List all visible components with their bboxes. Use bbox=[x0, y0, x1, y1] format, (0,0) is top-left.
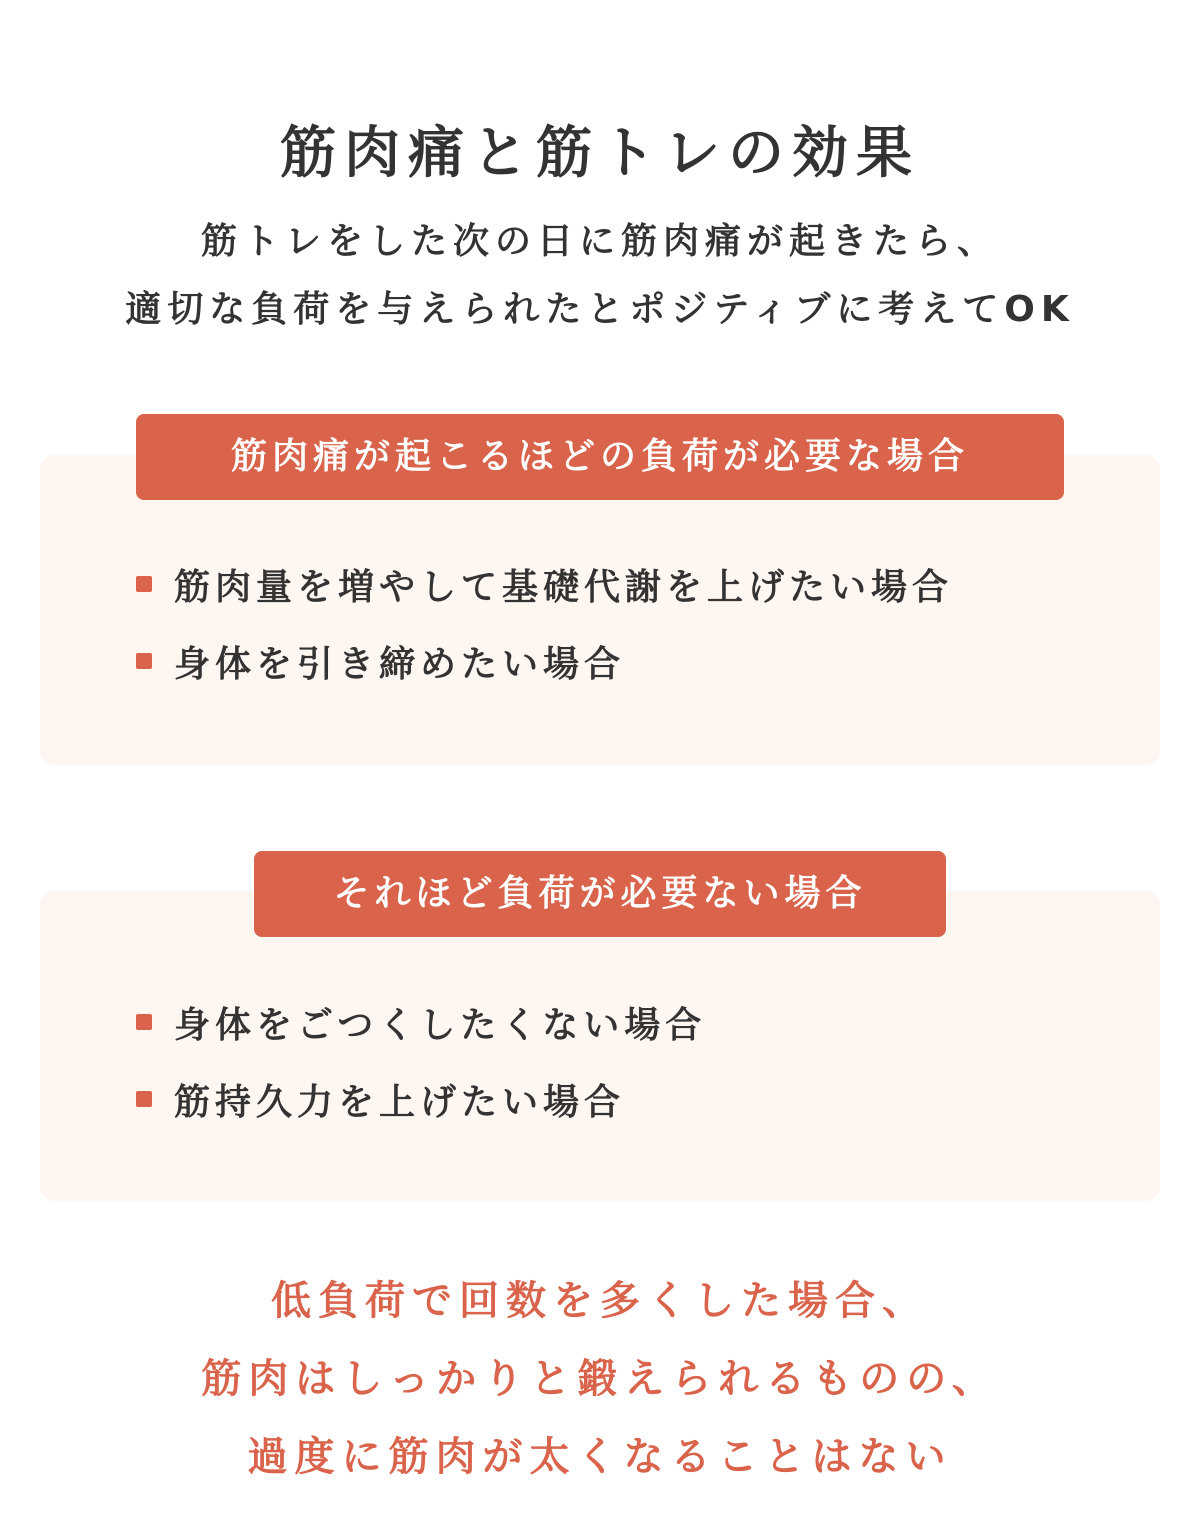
lead-text bbox=[0, 208, 1200, 344]
square-bullet-icon bbox=[136, 653, 152, 669]
section-heading-heavy-load: 筋肉痛が起こるほどの負荷が必要な場合 bbox=[136, 414, 1064, 500]
list-item bbox=[136, 559, 953, 609]
section-card-heavy-load bbox=[40, 455, 1160, 765]
square-bullet-icon bbox=[136, 1091, 152, 1107]
list-item-label: 身体をごつくしたくない場合 bbox=[174, 1004, 707, 1046]
closing-line-3: 過度に筋肉が太くなることはない bbox=[247, 1434, 953, 1480]
list-item bbox=[136, 636, 625, 686]
lead-line-2: 適切な負荷を与えられたとポジティブに考えてOK bbox=[125, 289, 1075, 330]
closing-line-2: 筋肉はしっかりと鍛えられるものの、 bbox=[201, 1356, 999, 1402]
square-bullet-icon bbox=[136, 1014, 152, 1030]
list-item-label: 筋肉量を増やして基礎代謝を上げたい場合 bbox=[174, 566, 954, 608]
list-item bbox=[136, 1074, 625, 1124]
square-bullet-icon bbox=[136, 576, 152, 592]
closing-text bbox=[0, 1262, 1200, 1496]
section-heading-light-load: それほど負荷が必要ない場合 bbox=[254, 851, 946, 937]
lead-line-1: 筋トレをした次の日に筋肉痛が起きたら、 bbox=[200, 221, 999, 262]
list-item-label: 身体を引き締めたい場合 bbox=[174, 643, 626, 685]
list-item-label: 筋持久力を上げたい場合 bbox=[174, 1081, 626, 1123]
page-title: 筋肉痛と筋トレの効果 bbox=[280, 120, 920, 186]
closing-line-1: 低負荷で回数を多くした場合、 bbox=[271, 1278, 929, 1324]
list-item bbox=[136, 997, 706, 1047]
